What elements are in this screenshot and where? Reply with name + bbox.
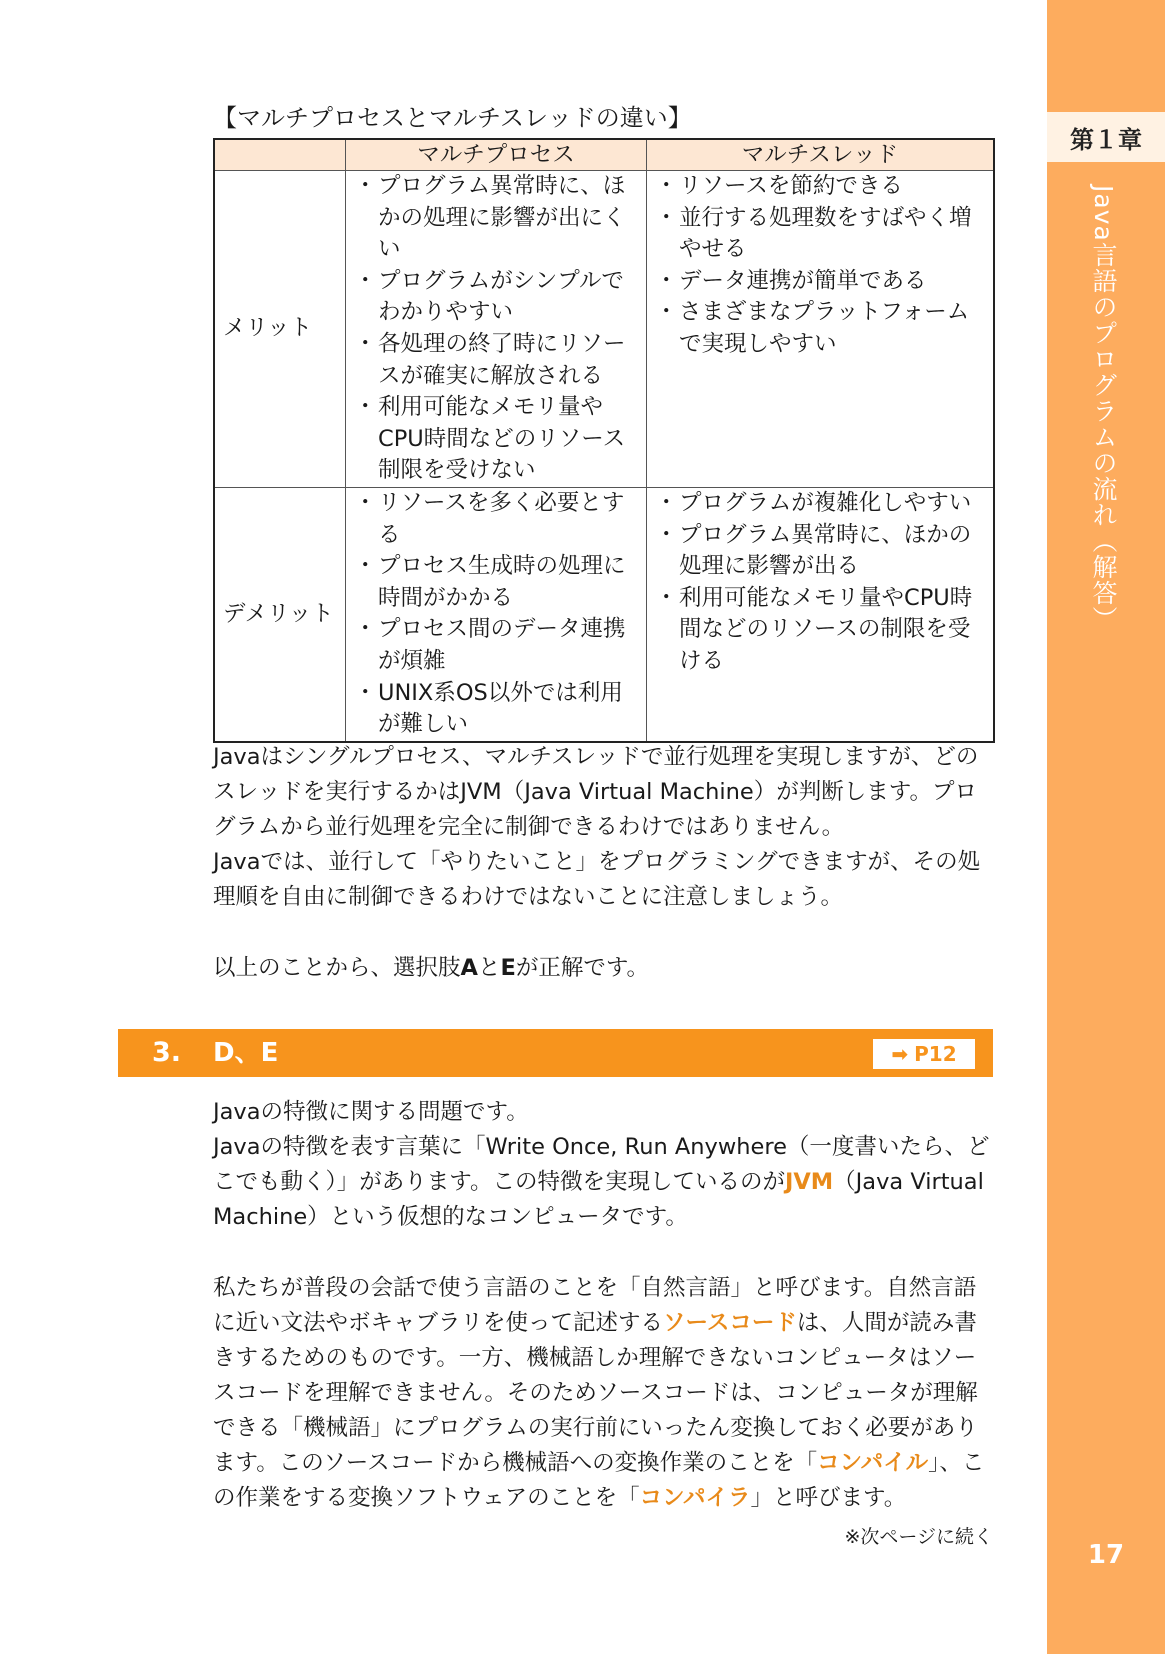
row-label-demerit: デメリット	[214, 487, 346, 741]
list-item: ・ データ連携が簡単である	[655, 266, 989, 298]
continued-note: ※次ページに続く	[844, 1526, 993, 1548]
demerit-process-cell	[346, 487, 647, 741]
page-number: 17	[1087, 1540, 1125, 1570]
merit-process-cell	[346, 171, 647, 488]
paragraph-jvm-scheduling: Javaはシングルプロセス、マルチスレッドで並行処理を実現しますが、どのスレッドを実行するかはJVM（Java Virtual Machine）が判断します。プログラムから並行処理を完全に制御できるわけではありません。	[213, 744, 979, 840]
arrow-right-icon: ➡	[891, 1042, 909, 1066]
chapter-title-vertical: Java言語のプログラムの流れ（解答）	[1089, 185, 1118, 632]
comparison-table	[213, 138, 995, 743]
merit-thread-cell	[647, 171, 995, 488]
paragraph-write-once: Javaの特徴を表す言葉に「Write Once, Run Anywhere（一度書いたら、どこでも動く）」があります。この特徴を実現しているのがJVM（Java Virtual Machine）という仮想的なコンピュータです。	[213, 1134, 990, 1230]
demerit-thread-cell	[647, 487, 995, 741]
list-item: ・ 並行する処理数をすばやく増やせる	[655, 203, 989, 266]
table-header-row	[214, 139, 994, 171]
paragraph-conclusion: 以上のことから、選択肢AとEが正解です。	[213, 955, 650, 981]
list-item: ・ リソースを多く必要とする	[354, 488, 642, 551]
list-item: ・ プロセス間のデータ連携が煩雑	[354, 614, 642, 677]
list-item: ・ 各処理の終了時にリソースが確実に解放される	[354, 329, 642, 392]
list-item: ・ 利用可能なメモリ量やCPU時間などのリソース制限を受けない	[354, 392, 642, 487]
paragraph-java-concurrency-note: Javaでは、並行して「やりたいこと」をプログラミングできますが、その処理順を自由に制御できるわけではないことに注意しましょう。	[213, 849, 981, 910]
table-corner-cell	[214, 139, 346, 171]
table-row-merit	[214, 171, 994, 488]
question-number: 3.	[152, 1037, 182, 1068]
page-reference-label: P12	[914, 1042, 957, 1066]
question-answer: D、E	[213, 1038, 279, 1068]
table-row-demerit	[214, 487, 994, 741]
page-reference-link[interactable]	[873, 1039, 975, 1069]
column-header-thread: マルチスレッド	[647, 139, 995, 171]
list-item: ・ プロセス生成時の処理に時間がかかる	[354, 551, 642, 614]
row-label-merit: メリット	[214, 171, 346, 488]
list-item: ・ 利用可能なメモリ量やCPU時間などのリソースの制限を受ける	[655, 583, 989, 678]
list-item: ・ UNIX系OS以外では利用が難しい	[354, 678, 642, 741]
paragraph-source-code: 私たちが普段の会話で使う言語のことを「自然言語」と呼びます。自然言語に近い文法やボキャブラリを使って記述するソースコードは、人間が読み書きするためのものです。一方、機械語しか理解できないコンピュータはソースコードを理解できません。そのためソースコードは、コンピュータが理解できる「機械語」にプログラムの実行前にいったん変換しておく必要があります。このソースコードから機械語への変換作業のことを「コンパイル」、この作業をする変換ソフトウェアのことを「コンパイラ」と呼びます。	[213, 1275, 985, 1511]
table-caption: 【マルチプロセスとマルチスレッドの違い】	[213, 104, 692, 132]
column-header-process: マルチプロセス	[346, 139, 647, 171]
paragraph-question-intro: Javaの特徴に関する問題です。	[213, 1099, 529, 1125]
chapter-label: 第１章	[1047, 112, 1165, 162]
list-item: ・ リソースを節約できる	[655, 171, 989, 203]
list-item: ・ さまざまなプラットフォームで実現しやすい	[655, 297, 989, 360]
list-item: ・ プログラムが複雑化しやすい	[655, 488, 989, 520]
list-item: ・ プログラムがシンプルでわかりやすい	[354, 266, 642, 329]
list-item: ・ プログラム異常時に、ほかの処理に影響が出る	[655, 520, 989, 583]
list-item: ・ プログラム異常時に、ほかの処理に影響が出にくい	[354, 171, 642, 266]
